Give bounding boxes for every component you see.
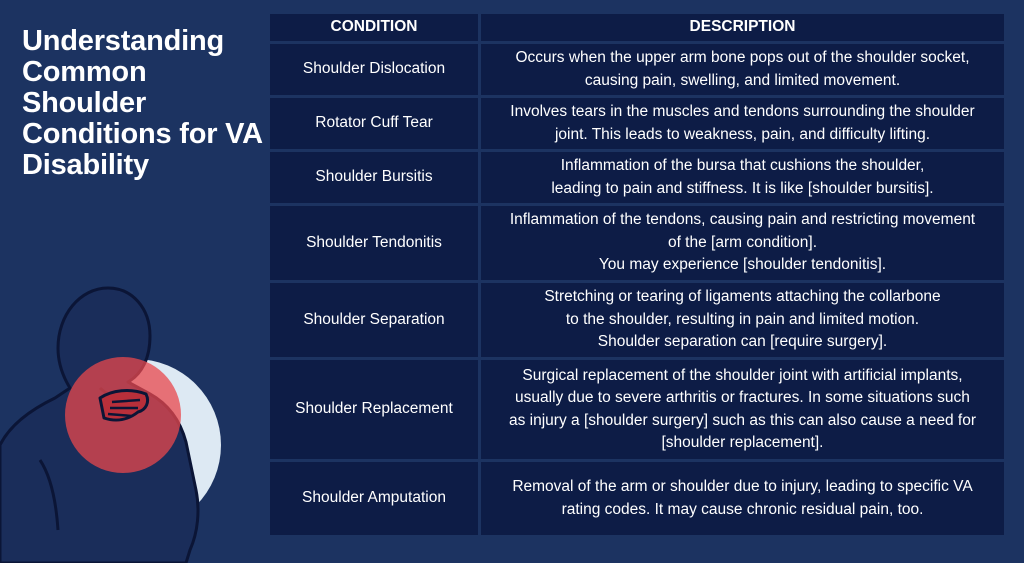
description-line: as injury a [shoulder surgery] such as this can also cause a need for: [509, 411, 976, 429]
condition-cell: Shoulder Bursitis: [270, 152, 478, 203]
description-line: Inflammation of the bursa that cushions the shoulder,: [560, 157, 925, 174]
table-row: [270, 360, 1004, 459]
description-line: Surgical replacement of the shoulder joint with artificial implants,: [522, 366, 963, 384]
table-row: [270, 44, 1004, 95]
description-line: causing pain, swelling, and limited movement.: [584, 71, 901, 89]
table-row: [270, 283, 1004, 357]
condition-cell: Shoulder Tendonitis: [270, 206, 478, 280]
conditions-table: [270, 14, 1004, 538]
condition-cell: Shoulder Separation: [270, 283, 478, 357]
table-row: [270, 206, 1004, 280]
description-cell: [481, 462, 1004, 535]
description-line: [shoulder replacement].: [661, 434, 824, 451]
description-line: of the [arm condition].: [667, 233, 818, 251]
description-line: Removal of the arm or shoulder due to injury, leading to specific VA: [512, 478, 973, 495]
description-line: Stretching or tearing of ligaments attaching the collarbone: [544, 288, 941, 306]
description-cell: [481, 360, 1004, 459]
condition-cell: Shoulder Replacement: [270, 360, 478, 459]
description-cell: [481, 44, 1004, 95]
description-line: leading to pain and stiffness. It is like [shoulder bursitis].: [551, 179, 934, 197]
description-line: usually due to severe arthritis or fractures. In some situations such: [515, 389, 970, 406]
description-line: Inflammation of the tendons, causing pain and restricting movement: [509, 211, 976, 229]
description-line: rating codes. It may cause chronic residual pain, too.: [561, 500, 924, 518]
table-header-row: [270, 14, 1004, 41]
description-cell: [481, 283, 1004, 357]
page-title: Understanding Common Shoulder Conditions for VA Disability: [22, 25, 262, 181]
description-line: joint. This leads to weakness, pain, and difficulty lifting.: [554, 125, 931, 143]
description-line: Shoulder separation can [require surgery].: [597, 333, 888, 351]
shoulder-pain-illustration: [0, 270, 250, 563]
table-row: [270, 152, 1004, 203]
condition-cell: Rotator Cuff Tear: [270, 98, 478, 149]
header-condition: CONDITION: [270, 14, 478, 41]
description-line: Involves tears in the muscles and tendons surrounding the shoulder: [510, 103, 975, 120]
description-cell: [481, 152, 1004, 203]
description-line: You may experience [shoulder tendonitis].: [598, 256, 887, 274]
description-line: to the shoulder, resulting in pain and limited motion.: [565, 310, 920, 328]
table-row: [270, 98, 1004, 149]
description-cell: [481, 206, 1004, 280]
header-description: DESCRIPTION: [481, 14, 1004, 41]
table-row: [270, 462, 1004, 535]
condition-cell: Shoulder Amputation: [270, 462, 478, 535]
description-cell: [481, 98, 1004, 149]
description-line: Occurs when the upper arm bone pops out of the shoulder socket,: [515, 49, 970, 66]
condition-cell: Shoulder Dislocation: [270, 44, 478, 95]
